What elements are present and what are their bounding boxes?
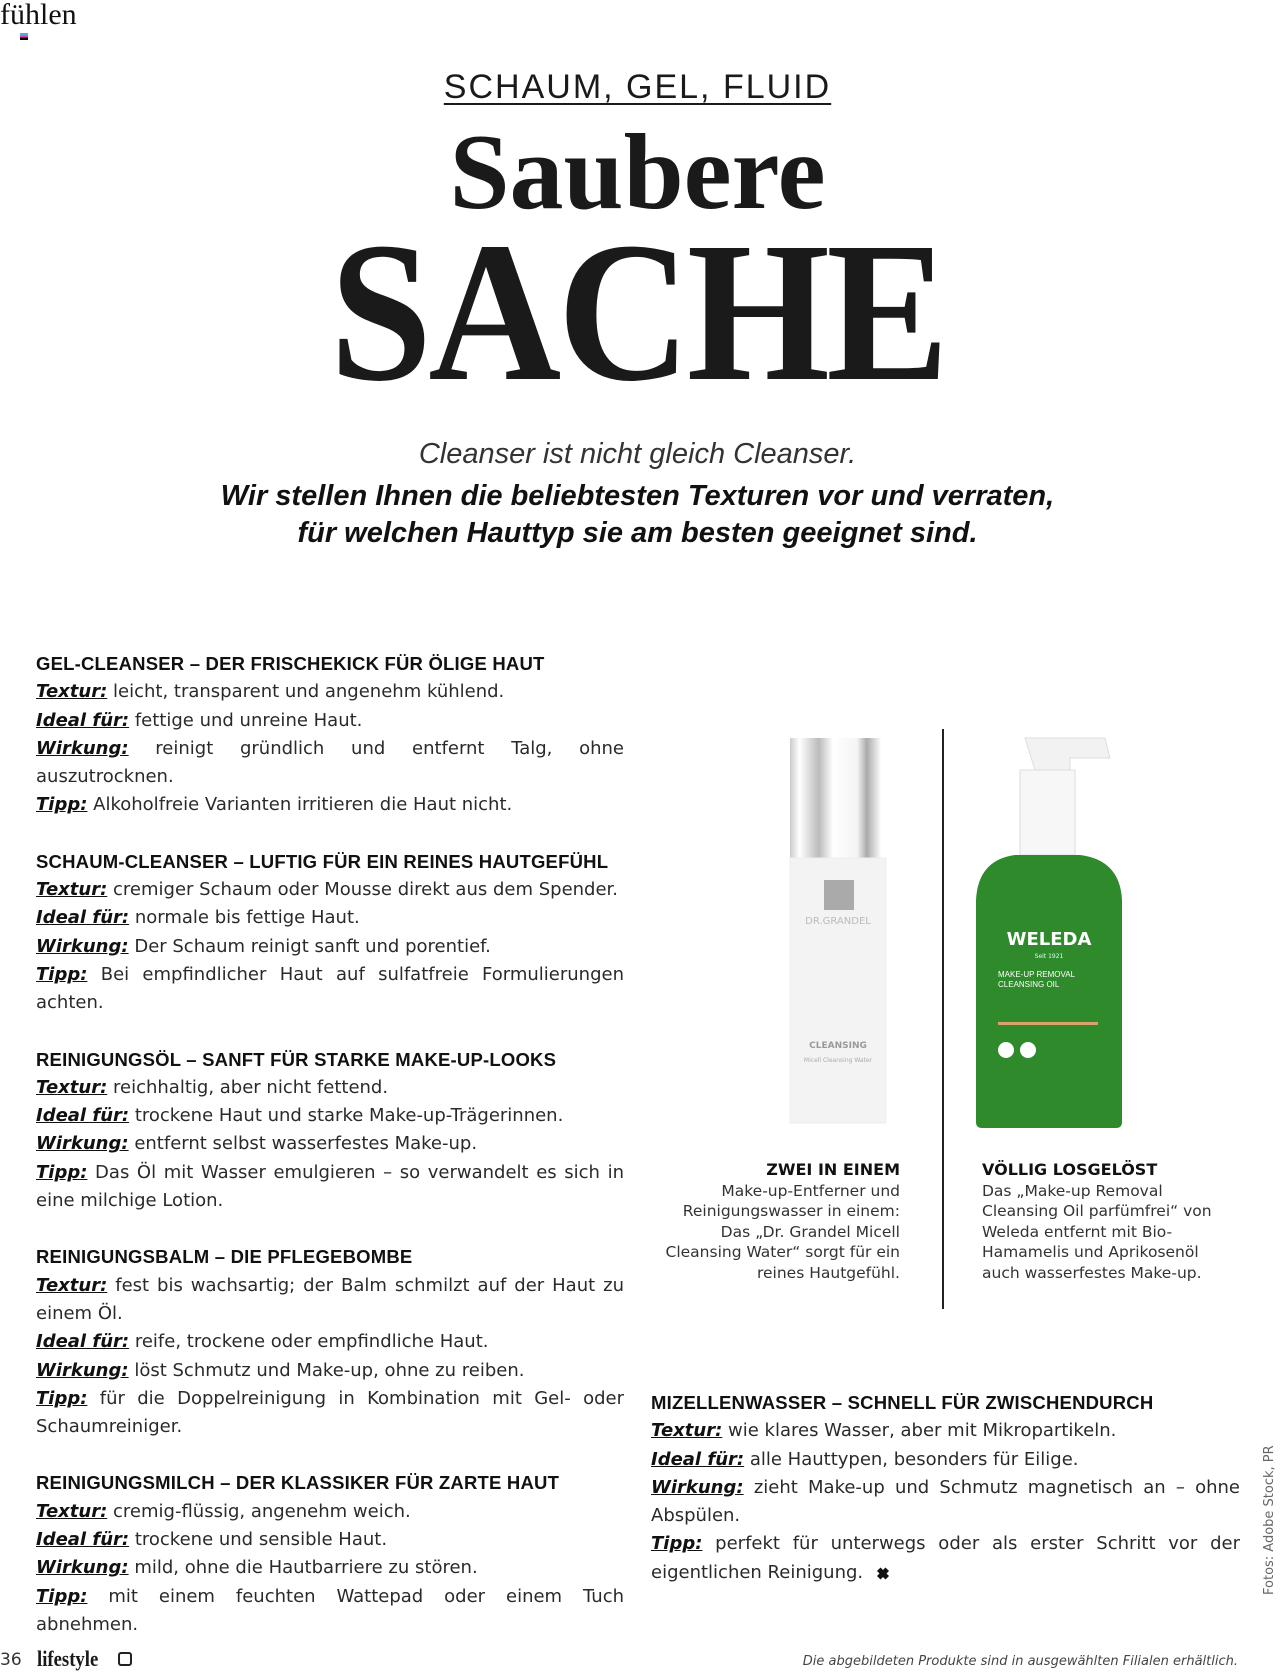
ideal-line xyxy=(36,1328,624,1356)
divider xyxy=(942,729,944,1309)
section-heading: MIZELLENWASSER – SCHNELL FÜR ZWISCHENDURCH xyxy=(651,1392,1154,1413)
color-bar-icon xyxy=(20,33,28,40)
ideal-line xyxy=(36,904,624,932)
right-column xyxy=(651,1389,1240,1615)
brand-label: DR.GRANDEL xyxy=(805,916,871,927)
textur-line xyxy=(36,1074,624,1102)
caption-dr-grandel xyxy=(660,1160,900,1283)
tipp-label: Tipp: xyxy=(36,1387,88,1409)
tipp-text: perfekt für unterwegs oder als erster Schritt vor der eigentlichen Reinigung. xyxy=(651,1533,1240,1583)
section-label: fühlen xyxy=(0,0,77,30)
textur-line xyxy=(36,876,624,904)
tipp-text: Bei empfindlicher Haut auf sulfatfreie Formulierungen achten. xyxy=(36,963,624,1014)
tipp-text: Alkoholfreie Varianten irritieren die Haut nicht. xyxy=(93,794,513,816)
brand-label: WELEDA xyxy=(1006,929,1092,950)
ideal-label: Ideal für: xyxy=(36,1529,130,1551)
textur-label: Textur: xyxy=(651,1420,723,1442)
textur-text: leicht, transparent und angenehm kühlend. xyxy=(113,681,505,703)
wirkung-label: Wirkung: xyxy=(36,1133,129,1155)
ideal-label: Ideal für: xyxy=(36,1331,130,1353)
textur-label: Textur: xyxy=(36,879,108,901)
wirkung-line xyxy=(36,1554,624,1582)
caption-title: VÖLLIG LOSGELÖST xyxy=(982,1160,1158,1179)
footer-note: Die abgebildeten Produkte sind in ausgewählten Filialen erhältlich. xyxy=(802,1654,1238,1669)
intro-line-1: Cleanser ist nicht gleich Cleanser. xyxy=(418,438,857,470)
ideal-line xyxy=(36,707,624,735)
ideal-line xyxy=(36,1526,624,1554)
since-label: Seit 1921 xyxy=(1034,953,1064,960)
tipp-text: Das Öl mit Wasser emulgieren – so verwandelt es sich in eine milchige Lotion. xyxy=(36,1161,624,1212)
ideal-text: alle Hauttypen, besonders für Eilige. xyxy=(749,1448,1079,1470)
wirkung-text: Der Schaum reinigt sanft und porentief. xyxy=(134,935,491,957)
section-block xyxy=(651,1389,1240,1587)
textur-text: wie klares Wasser, aber mit Mikropartikeln. xyxy=(728,1420,1117,1442)
wirkung-text: zieht Make-up und Schmutz magnetisch an – ohne Abspülen. xyxy=(651,1476,1240,1527)
tipp-label: Tipp: xyxy=(36,794,88,816)
wirkung-text: entfernt selbst wasserfestes Make-up. xyxy=(134,1133,478,1155)
ideal-line xyxy=(36,1102,624,1130)
tipp-label: Tipp: xyxy=(651,1533,703,1555)
wirkung-label: Wirkung: xyxy=(36,1359,129,1381)
tipp-text: mit einem feuchten Wattepad oder einem Tuch abnehmen. xyxy=(36,1585,624,1635)
intro-lead xyxy=(0,478,1275,552)
wirkung-text: löst Schmutz und Make-up, ohne zu reiben. xyxy=(134,1359,525,1381)
textur-line xyxy=(36,1498,624,1526)
flower-icon xyxy=(118,1652,132,1666)
tipp-line xyxy=(36,1159,624,1216)
section-heading: REINIGUNGSÖL – SANFT FÜR STARKE MAKE-UP-LOOKS xyxy=(36,1048,557,1070)
ideal-text: fettige und unreine Haut. xyxy=(134,709,363,731)
wirkung-line xyxy=(651,1474,1240,1531)
tipp-label: Tipp: xyxy=(36,963,88,985)
caption-text: Das „Make-up Removal Cleansing Oil parfümfrei“ von Weleda entfernt mit Bio-Hamamelis und Aprikosenöl auch wasserfestes Make-up. xyxy=(982,1181,1212,1282)
caption-text: Make-up-Entferner und Reinigungswasser in einem: Das „Dr. Grandel Micell Cleansing Water“ sorgt für ein reines Hautgefühl. xyxy=(665,1181,900,1282)
tipp-line xyxy=(36,1385,624,1442)
section-block xyxy=(36,1046,624,1216)
end-mark-icon xyxy=(877,1567,889,1579)
caption-weleda xyxy=(982,1160,1232,1283)
dr-grandel-bottle-image xyxy=(780,730,900,1130)
textur-text: reichhaltig, aber nicht fettend. xyxy=(113,1076,389,1098)
wirkung-text: reinigt gründlich und entfernt Talg, ohne auszutrocknen. xyxy=(36,737,624,788)
wirkung-text: mild, ohne die Hautbarriere zu stören. xyxy=(134,1557,478,1579)
tipp-text: für die Doppelreinigung in Kombination mit Gel- oder Schaumreiniger. xyxy=(36,1387,624,1438)
textur-line xyxy=(36,678,624,706)
wirkung-line xyxy=(36,735,624,792)
weleda-bottle-image xyxy=(970,730,1140,1130)
section-heading: GEL-CLEANSER – DER FRISCHEKICK FÜR ÖLIGE HAUT xyxy=(36,653,545,674)
ideal-text: reife, trockene oder empfindliche Haut. xyxy=(134,1331,489,1353)
ideal-line xyxy=(651,1446,1240,1474)
section-block xyxy=(36,1469,624,1639)
textur-line xyxy=(36,1272,624,1329)
product-label: MAKE-UP REMOVAL CLEANSING OIL xyxy=(998,970,1075,989)
tipp-label: Tipp: xyxy=(36,1161,88,1183)
product-label: CLEANSING xyxy=(809,1041,867,1051)
textur-line xyxy=(651,1417,1240,1445)
section-block xyxy=(36,848,624,1018)
page-number: 36 xyxy=(0,1650,22,1670)
kicker: SCHAUM, GEL, FLUID xyxy=(443,68,832,106)
ideal-label: Ideal für: xyxy=(36,709,130,731)
textur-text: cremiger Schaum oder Mousse direkt aus dem Spender. xyxy=(113,879,619,901)
wirkung-label: Wirkung: xyxy=(36,1557,129,1579)
section-heading: REINIGUNGSMILCH – DER KLASSIKER FÜR ZARTE HAUT xyxy=(36,1472,560,1494)
intro-line-2: Wir stellen Ihnen die beliebtesten Texturen vor und verraten, xyxy=(220,480,1055,512)
ideal-label: Ideal für: xyxy=(36,1105,130,1127)
tipp-label: Tipp: xyxy=(36,1585,88,1607)
textur-text: cremig-flüssig, angenehm weich. xyxy=(113,1500,411,1522)
photo-credit: Fotos: Adobe Stock, PR xyxy=(1262,1445,1277,1595)
ideal-text: trockene Haut und starke Make-up-Trägerinnen. xyxy=(134,1105,564,1127)
section-block xyxy=(36,1243,624,1441)
section-heading: REINIGUNGSBALM – DIE PFLEGEBOMBE xyxy=(36,1246,413,1268)
section-heading: SCHAUM-CLEANSER – LUFTIG FÜR EIN REINES HAUTGEFÜHL xyxy=(36,850,609,872)
textur-label: Textur: xyxy=(36,1500,108,1522)
section-block xyxy=(36,650,624,820)
product-sub: Micell Cleansing Water xyxy=(803,1057,873,1064)
intro-line-3: für welchen Hauttyp sie am besten geeignet sind. xyxy=(297,517,978,549)
wirkung-label: Wirkung: xyxy=(36,935,129,957)
ideal-label: Ideal für: xyxy=(651,1448,745,1470)
wirkung-label: Wirkung: xyxy=(651,1476,744,1498)
ideal-label: Ideal für: xyxy=(36,907,130,929)
ideal-text: normale bis fettige Haut. xyxy=(134,907,360,929)
ideal-text: trockene und sensible Haut. xyxy=(134,1529,388,1551)
textur-label: Textur: xyxy=(36,1076,108,1098)
title-line-1: Saubere xyxy=(449,113,826,232)
wirkung-line xyxy=(36,1130,624,1158)
tipp-line xyxy=(651,1530,1240,1587)
tipp-line xyxy=(36,1583,624,1640)
left-column xyxy=(36,650,624,1667)
title-line-2: SACHE xyxy=(329,202,946,423)
textur-text: fest bis wachsartig; der Balm schmilzt auf der Haut zu einem Öl. xyxy=(36,1274,624,1324)
tipp-line xyxy=(36,961,624,1018)
wirkung-line xyxy=(36,1357,624,1385)
textur-label: Textur: xyxy=(36,1274,108,1296)
textur-label: Textur: xyxy=(36,681,108,703)
wirkung-line xyxy=(36,933,624,961)
tipp-line xyxy=(36,791,624,819)
wirkung-label: Wirkung: xyxy=(36,737,129,759)
caption-title: ZWEI IN EINEM xyxy=(766,1160,900,1179)
magazine-name: lifestyle xyxy=(37,1646,99,1671)
